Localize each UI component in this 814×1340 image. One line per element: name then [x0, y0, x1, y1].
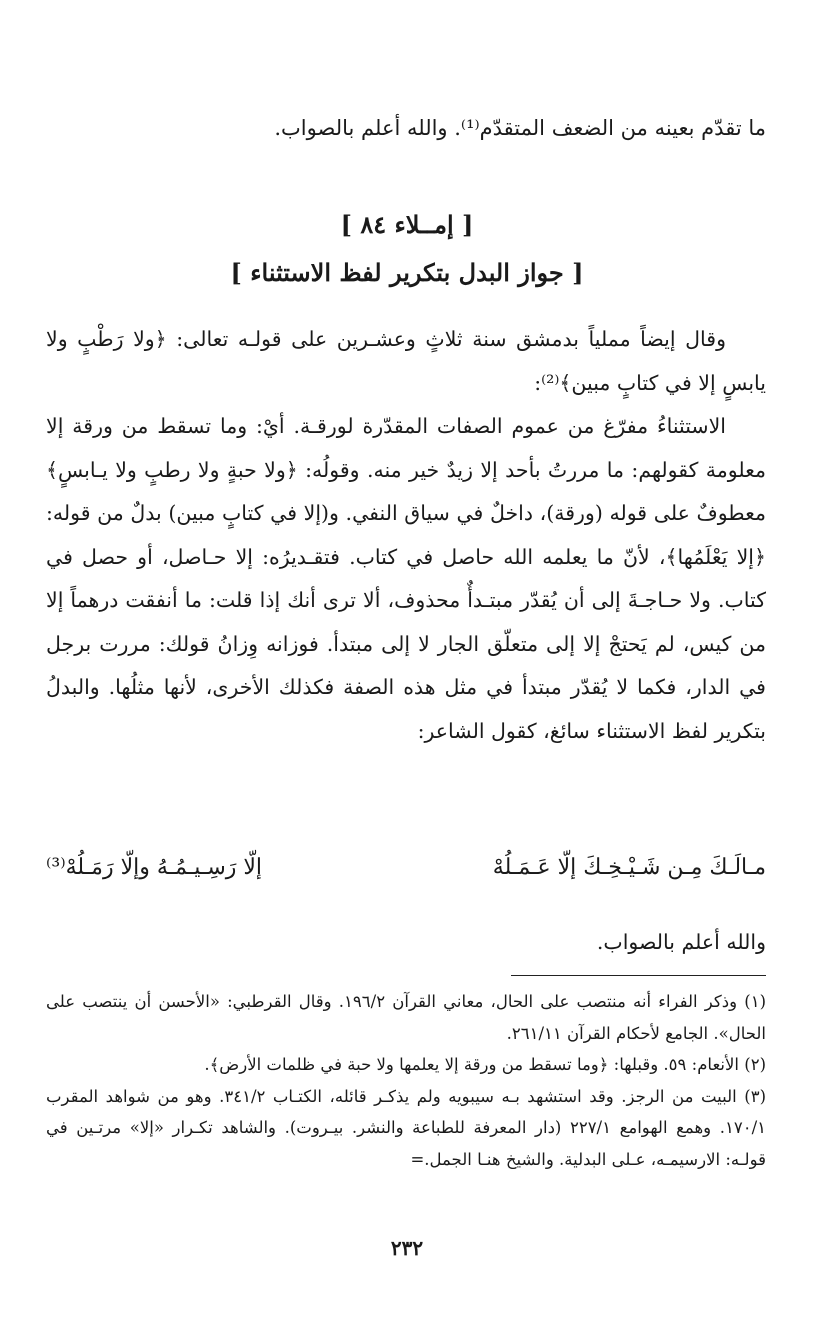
- verse-hemistich-2: إلّا رَسِـيـمُـهُ وإلّا رَمَـلُهْ⁽³⁾: [46, 855, 263, 880]
- footnote-1: (١) وذكر الفراء أنه منتصب على الحال، معاني القرآن ١٩٦/٢. وقال القرطبي: «الأحسن أن ينتصب على الحال». الجامع لأحكام القرآن ٢٦١/١١.: [46, 992, 766, 1043]
- section-title: [ إمــلاء ٨٤ ]: [340, 210, 474, 239]
- footnote-divider: [511, 975, 766, 976]
- page-number: ٢٣٢: [390, 1236, 424, 1260]
- paragraph-1: وقال إيضاً مملياً بدمشق سنة ثلاثٍ وعشـرين على قولـه تعالى: ﴿ولا رَطْبٍ ولا يابسٍ إلا في كتابٍ مبين﴾⁽²⁾:: [46, 327, 766, 395]
- footnote-2: (٢) الأنعام: ٥٩. وقبلها: ﴿وما تسقط من ورقة إلا يعلمها ولا حبة في ظلمات الأرض﴾.: [204, 1055, 766, 1074]
- poetry-verse: [46, 846, 766, 890]
- intro-line: ما تقدّم بعينه من الضعف المتقدّم⁽¹⁾. والله أعلم بالصواب.: [274, 116, 766, 140]
- paragraph-2: الاستثناءُ مفرّغ من عموم الصفات المقدّرة لورقـة. أيْ: وما تسقط من ورقة إلا معلومة كقولهم: ما مررتُ بأحد إلا زيدٌ خير منه. وقولُه: ﴿ولا حبةٍ ولا رطبٍ ولا يـابسٍ﴾ معطوفٌ على قوله (ورقة)، داخلٌ في سياق النفي. و(إلا في كتابٍ مبين) بدلٌ من قوله: ﴿إلا يَعْلَمُها﴾، لأنّ ما يعلمه الله حاصل في كتاب. فتقـديرُه: إلا حـاصل، أو حصل في كتاب. ولا حـاجـةَ إلى أن يُقدّر مبتـدأٌ محذوف، ألا ترى أنك إذا قلت: ما أنفقت درهماً إلا من كيس، لم يَحتجْ إلا إلى متعلّق الجار لا إلى مبتدأ. فوزانه وِزانُ قولك: مررت برجل في الدار، فكما لا يُقدّر مبتدأ في مثل هذه الصفة فكذلك الأخرى، لأنها مثلُها. والبدلُ بتكرير لفظ الاستثناء سائغ، كقول الشاعر:: [46, 414, 766, 743]
- section-subtitle: [ جواز البدل بتكرير لفظ الاستثناء ]: [230, 258, 584, 287]
- main-text: [46, 318, 766, 753]
- closing-line: والله أعلم بالصواب.: [596, 930, 766, 954]
- footnote-3: (٣) البيت من الرجز. وقد استشهد بـه سيبويه ولم يذكـر قائله، الكتـاب ٣٤١/٢. وهو من شواهد المقرب ١٧٠/١. وهمع الهوامع ٢٢٧/١ (دار المعرفة للطباعة والنشر. بيـروت). والشاهد تكـرار «إلا» مرتـين في قولـه: الارسيمـه، عـلى البدلية. والشيخ هنـا الجمل.=: [46, 1086, 766, 1169]
- footnotes: [46, 986, 766, 1175]
- verse-hemistich-1: مـالَـكَ مِـن شَـيْـخِـكَ إلّا عَـمَـلُهْ: [492, 855, 766, 880]
